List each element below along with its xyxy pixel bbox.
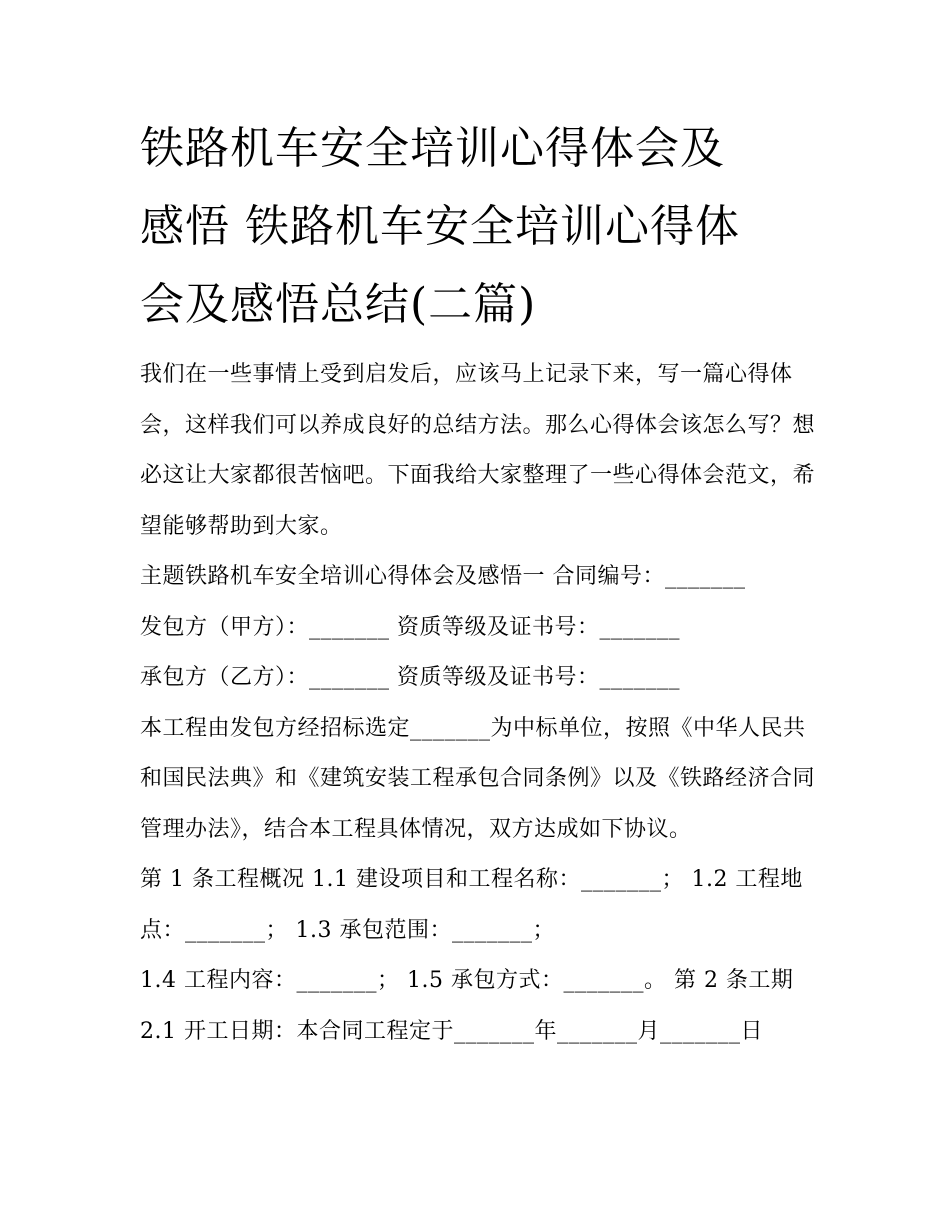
agreement-paragraph: 本工程由发包方经招标选定_______为中标单位，按照《中华人民共和国民法典》和《建筑安装工程承包合同条例》以及《铁路经济合同管理办法》，结合本工程具体情况，双方达成如下协议。 [140, 715, 816, 842]
intro-paragraph: 我们在一些事情上受到启发后，应该马上记录下来，写一篇心得体会，这样我们可以养成良好的总结方法。那么心得体会该怎么写？想必这让大家都很苦恼吧。下面我给大家整理了一些心得体会范文，希望能够帮助到大家。 [140, 362, 816, 539]
party-a-line: 发包方（甲方）：_______ 资质等级及证书号：_______ [140, 614, 680, 640]
document-title: 铁路机车安全培训心得体会及 感悟 铁路机车安全培训心得体 会及感悟总结(二篇) [140, 123, 740, 330]
document-page [140, 110, 820, 1057]
article-1-paragraph: 第 1 条工程概况 1.1 建设项目和工程名称：_______； 1.2 工程地点：_______； 1.3 承包范围：_______； [140, 867, 803, 943]
article-2-paragraph: 1.4 工程内容：_______； 1.5 承包方式：_______。 第 2 条工期 2.1 开工日期：本合同工程定于_______年_______月_______日 [140, 968, 794, 1044]
contract-number-line: 主题铁路机车安全培训心得体会及感悟一 合同编号：_______ [140, 564, 746, 589]
party-b-line: 承包方（乙方）：_______ 资质等级及证书号：_______ [140, 665, 680, 690]
